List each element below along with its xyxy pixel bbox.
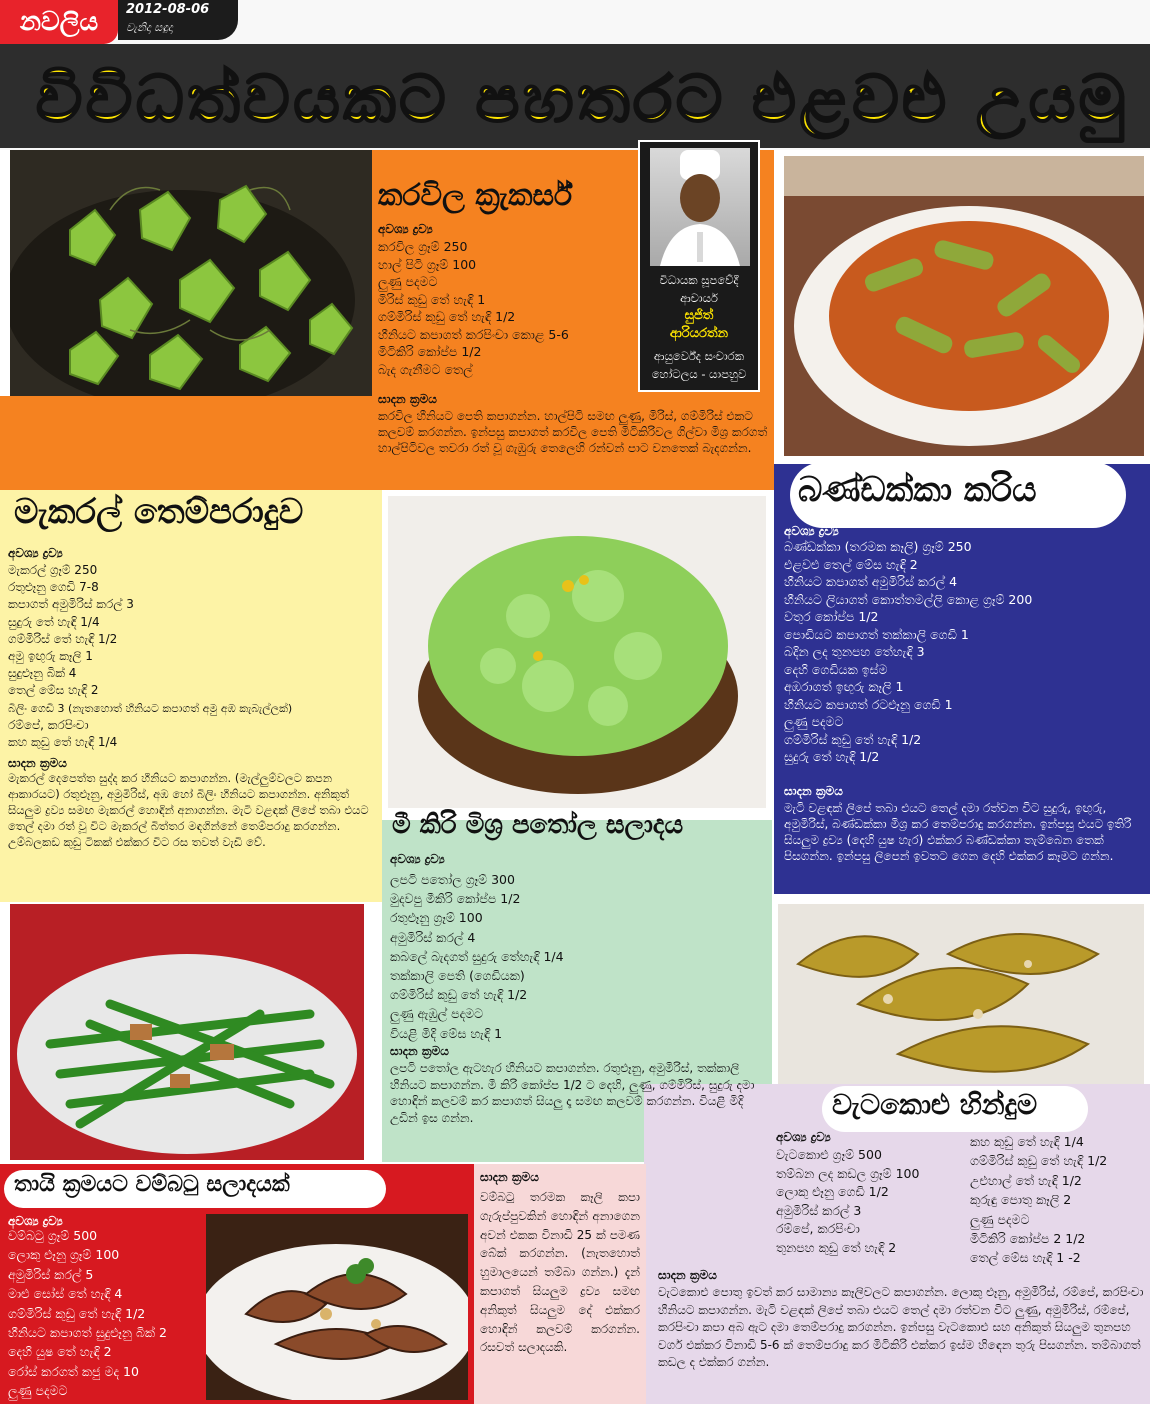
ingredient-item: බදින ලද තුනපහ තේහැඳි 3 bbox=[784, 644, 925, 659]
ingredient-item: ගම්මිරිස් තේ හැඳි 1/2 bbox=[8, 631, 118, 646]
ingredient-item: තක්කාලි පෙති (ගෙඩියක) bbox=[390, 968, 525, 984]
ingredient-item: අමුමිරිස් කරල් 3 bbox=[776, 1202, 862, 1218]
karavila-title: කරවිල ක්‍රැකර්ස් bbox=[378, 178, 573, 213]
ingredient-item: කරවිල ග්‍රෑම් 250 bbox=[378, 239, 468, 254]
ingredient-item: මිටිකිරි කෝප්ප 2 1/2 bbox=[970, 1231, 1086, 1247]
ingredient-item: මිටිකිරි කෝප්ප 1/2 bbox=[378, 344, 482, 359]
brinjal-method-label: සාදන ක්‍රමය bbox=[480, 1170, 539, 1184]
ingredient-item: ගම්මිරිස් කුඩු තේ හැඳි 1/2 bbox=[390, 987, 528, 1003]
pumpkin-ingredients-label: අවශ්‍ය ද්‍රව්‍ය bbox=[776, 1130, 831, 1144]
chef-name-last: ආරියරත්න bbox=[669, 326, 729, 341]
brinjal-method: වම්බටු තරමක කෑලි කපා ගැරුප්පුවකින් හොඳින් අනාගෙන අවන් එකක විනාඩි 25 ක් පමණ බේක් කරගන්න. (නැතහොත් හුමාලයෙන් තම්බා ගන්න.) දැන් කපාගත් සියලුම ද්‍රව්‍ය සමඟ අනිකුත් සියලුම දේ එක්කර හොඳින් කලවම් කරගන්න. රසවත් සලාදයකි. bbox=[480, 1190, 640, 1355]
brand-logo: නවලිය bbox=[0, 0, 118, 44]
brinjal-ingredients bbox=[8, 1226, 167, 1401]
pumpkin-ingredients-col2 bbox=[970, 1132, 1107, 1268]
ingredient-item: කුරුඳු පොතු කෑලි 2 bbox=[970, 1192, 1072, 1208]
chef-card bbox=[638, 140, 760, 392]
snakegourd-method: ලපටි පතෝල ඇටහැර හීනියට කපාගන්න. රතුළූනු, අමුමිරිස්, තක්කාලි හීනියට කපාගන්න. මී කිරි කෝප්ප 1/2 ට දෙහි, ලුණු, ගම්මිරිස්, සුදුරු දමා හොඳින් කලවම් කර කපාගත් සියලු දෑ සමඟ කලවම් කරගන්න. වියළි මිදි උඩින් ඉස ගන්න. bbox=[390, 1061, 755, 1125]
ingredient-item: හීනියට කපාගත් කරපිංචා කොළ 5-6 bbox=[378, 326, 569, 342]
ingredient-item: අමුමිරිස් කරල් 5 bbox=[8, 1266, 94, 1282]
ingredient-item: බැද ගැනීමට තෙල් bbox=[378, 361, 473, 377]
pumpkin-method-label: සාදන ක්‍රමය bbox=[658, 1268, 717, 1282]
ingredient-item: ලුණු පදමට bbox=[970, 1211, 1030, 1227]
ingredient-item: කහ කුඩු තේ හැඳි 1/4 bbox=[970, 1134, 1084, 1149]
ingredient-item: ලුණු ඇඹුල් පදමට bbox=[390, 1006, 484, 1022]
okra-ingredients-label: අවශ්‍ය ද්‍රව්‍ය bbox=[784, 524, 839, 538]
snakegourd-title: මී කිරි මිශ්‍ර පතෝල සලාදය bbox=[392, 810, 684, 840]
ingredient-item: මැකරල් ග්‍රෑම් 250 bbox=[8, 563, 98, 577]
ingredient-item: දෙහි ගෙඩියක ඉස්ම bbox=[784, 661, 888, 677]
title-band bbox=[0, 44, 1150, 148]
bitter-gourd-photo bbox=[10, 150, 372, 396]
ingredient-item: හීනියට ලියාගත් කොත්තමල්ලි කොළ ග්‍රෑම් 200 bbox=[784, 591, 1033, 607]
ingredient-item: රතුළූනු ගෙඩි 7-8 bbox=[8, 580, 99, 595]
okra-ingredients bbox=[784, 538, 1032, 766]
chef-hotel-line2: හෝටලය - යාපහුව bbox=[651, 367, 747, 381]
ingredient-item: රතුළූනු ග්‍රෑම් 100 bbox=[390, 910, 483, 926]
ingredient-item: තුනපහ කුඩු තේ හැඳි 2 bbox=[776, 1239, 897, 1255]
pumpkin-ingredients-col1 bbox=[776, 1146, 919, 1258]
ingredient-item: මිරිස් කුඩු තේ හැඳි 1 bbox=[378, 291, 486, 307]
ingredient-item: බණ්ඩක්කා (තරමක කෑලි) ග්‍රෑම් 250 bbox=[784, 539, 972, 554]
ingredient-item: හාල් පිටි ග්‍රෑම් 100 bbox=[378, 256, 477, 272]
karavila-method: කරවිල හීනියට පෙති කපාගන්න. හාල්පිටි සමඟ ලුණු, මිරිස්, ගම්මිරිස් එකට කලවම් කරගන්න. ඉන්පසු කපාගත් කරවිල පෙති මිටිකිරිවල ගිල්වා මිශ්‍ර කරගත් හාල්පිටිවල තවරා රත් වූ ගැඹුරු තෙලෙහි රන්වන් පාට වනතෙක් බැදගන්න. bbox=[378, 409, 768, 455]
snakegourd-ingredients-label: අවශ්‍ය ද්‍රව්‍ය bbox=[390, 852, 445, 866]
ingredient-item: දෙහි යුෂ තේ හැඳි 2 bbox=[8, 1344, 112, 1360]
ingredient-item: ලුණු පදමට bbox=[784, 714, 844, 729]
ingredient-item: ගම්මිරිස් කුඩු තේ හැඳි 1/2 bbox=[970, 1153, 1108, 1169]
karavila-ingredients-label: අවශ්‍ය ද්‍රව්‍ය bbox=[378, 222, 433, 236]
mackerel-title: මැකරල් තෙම්පරාදුව bbox=[14, 492, 304, 532]
chef-photo bbox=[650, 148, 750, 266]
ingredient-item: සුදුරු තේ හැඳි 1/2 bbox=[784, 749, 880, 764]
karavila-ingredients bbox=[378, 238, 569, 378]
date-badge bbox=[118, 0, 238, 40]
ingredient-item: ගම්මිරිස් කුඩු තේ හැඳි 1/2 bbox=[8, 1305, 146, 1321]
ingredient-item: මාළු සෝස් තේ හැඳි 4 bbox=[8, 1286, 123, 1302]
ingredient-item: ලොකු ළූනු ග්‍රෑම් 100 bbox=[8, 1247, 120, 1263]
ingredient-item: ලුණු පදමට bbox=[8, 1383, 68, 1399]
ingredient-item: අමුමිරිස් කරල් 4 bbox=[390, 929, 476, 945]
okra-method-label: සාදන ක්‍රමය bbox=[784, 784, 843, 798]
ingredient-item: කපාගත් අමුමිරිස් කරල් 3 bbox=[8, 597, 134, 612]
ingredient-item: සුදුරු තේ හැඳි 1/4 bbox=[8, 614, 100, 629]
karavila-method-label: සාදන ක්‍රමය bbox=[378, 392, 437, 406]
ingredient-item: වතුර කෝප්ප 1/2 bbox=[784, 609, 879, 624]
ingredient-item: අඹරාගත් ඉඟුරු කෑලි 1 bbox=[784, 679, 904, 694]
ingredient-item: තම්බන ලද කඩල ග්‍රෑම් 100 bbox=[776, 1165, 920, 1181]
mackerel-ingredients bbox=[8, 562, 292, 751]
ingredient-item: පොඩියට කපාගත් තක්කාලි ගෙඩි 1 bbox=[784, 626, 969, 642]
ingredient-item: ගම්මිරිස් කුඩු තේ හැඳි 1/2 bbox=[378, 309, 516, 324]
okra-method: මැටි වළඳක් ලිපේ තබා එයට තෙල් දමා රත්වන විට සුදුරු, ඉඟුරු, අමුමිරිස්, බණ්ඩක්කා මිශ්‍ර කර තෙම්පරාදු කරගන්න. ඉන්පසු එයට ඉතිරි සියලුම ද්‍රව්‍ය (දෙහි යුෂ හැර) එක්කර බණ්ඩක්කා තැම්බෙන තෙක් පිසගන්න. ඉන්පසු ලිපෙන් ඉවතට ගෙන දෙහි එක්කර කෑමට ගන්න. bbox=[784, 801, 1132, 863]
ingredient-item: හීනියට කපාගත් අමුමිරිස් කරල් 4 bbox=[784, 574, 958, 589]
brinjal-title: තායි ක්‍රමයට වම්බටු සලාදයක් bbox=[14, 1172, 290, 1197]
ingredient-item: වම්බටු ග්‍රෑම් 500 bbox=[8, 1228, 98, 1243]
chef-hotel-line1: ආයුර්වේද සංචාරක bbox=[653, 349, 745, 363]
ingredient-item: රම්පේ, කරපිංචා bbox=[8, 717, 89, 732]
pumpkin-method: වැටකොළු පොතු ඉවත් කර සාමාන්‍ය කෑලිවලට කපාගන්න. ලොකු ළූනු, අමුමිරිස්, රම්පේ, කරපිංචා හීනියට කපාගන්න. මැටි වළඳක් ලිපේ තබා එයට තෙල් දමා රත්වන විට ලුණු, අමුමිරිස්, රම්පේ, කරපිංචා කපා අබ ඇට දමා තෙම්පරාදු කරගන්න. ඉන්පසු වැටකොළු සහ අනිකුත් සියලුම තුනපහ වර්ග එක්කර විනාඩි 5-6 ක් තෙම්පරාදු කර මිටිකිරි එක්කර ඉස්ම හිඳෙන තුරු පිසගන්න. තම්බාගත් කඩල ද එක්කර ගන්න. bbox=[658, 1285, 1144, 1370]
ingredient-item: මුදවපු මීකිරි කෝප්ප 1/2 bbox=[390, 891, 521, 907]
mackerel-ingredients-label: අවශ්‍ය ද්‍රව්‍ය bbox=[8, 546, 63, 560]
chef-name-first: සුජිත් bbox=[684, 308, 714, 323]
ingredient-item: වැටකොළු ග්‍රෑම් 500 bbox=[776, 1147, 882, 1162]
chef-degree: ආචාර්ය bbox=[680, 291, 718, 305]
okra-curry-photo bbox=[784, 156, 1144, 456]
snakegourd-salad-photo bbox=[388, 496, 766, 808]
ingredient-item: අමු ඉඟුරු කෑලි 1 bbox=[8, 649, 93, 664]
ingredient-item: රෝස් කරගත් කජු මද 10 bbox=[8, 1363, 139, 1379]
page-title: විවිධත්වයකට පහතරට එළවළු උයමු bbox=[36, 63, 1129, 137]
brinjal-ingredients-label: අවශ්‍ය ද්‍රව්‍ය bbox=[8, 1214, 63, 1228]
ingredient-item: හීනියට කපාගත් රටළූනු ගෙඩි 1 bbox=[784, 696, 953, 712]
ingredient-item: තෙල් මේස හැඳි 1 -2 bbox=[970, 1250, 1081, 1266]
issue-date: 2012-08-06 bbox=[126, 2, 210, 17]
ingredient-item: තෙල් මේස හැඳි 2 bbox=[8, 683, 99, 698]
ingredient-item: උළුහාල් තේ හැඳි 1/2 bbox=[970, 1172, 1082, 1188]
chef-title: විධායක සූපවේදී bbox=[659, 273, 739, 287]
ingredient-item: කහ කුඩු තේ හැඳි 1/4 bbox=[8, 735, 118, 750]
ingredient-item: ලුණු පදමට bbox=[378, 274, 438, 289]
ingredient-item: ලපටි පතෝල ග්‍රෑම් 300 bbox=[390, 872, 515, 887]
mackerel-method: මැකරල් දෙපෙත්ත සුද්ද කර හීනියට කපාගන්න. (මැල්ලුම්වලට කපන ආකාරයට) රතුළූනු, අමුමිරිස්, අඹ හෝ බිලිං හීනියට කපාගන්න. අනිකුත් සියලුම ද්‍රව්‍ය සමඟ මැකරල් හොඳින් අනාගන්න. මැටි වළඳක් ලිපේ තබා එයට තෙල් දමා රත් වූ විට මැකරල් බිත්තර මඳගින්නේ තෙම්පරාදු කරගන්න. උම්බලකඩ කුඩු ටිකක් එක්කර විට රස තවත් වැඩි වේ. bbox=[8, 771, 369, 849]
snakegourd-method-label: සාදන ක්‍රමය bbox=[390, 1044, 449, 1058]
ingredient-item: එළවළු තෙල් මේස හැඳි 2 bbox=[784, 556, 918, 572]
snakegourd-ingredients bbox=[390, 870, 564, 1043]
mackerel-method-label: සාදන ක්‍රමය bbox=[8, 756, 67, 770]
ingredient-item: හීනියට කපාගත් සුදුළූනු බික් 2 bbox=[8, 1325, 167, 1341]
okra-title: බණ්ඩක්කා කරිය bbox=[798, 470, 1037, 510]
pumpkin-dish-photo bbox=[778, 904, 1144, 1084]
ingredient-item: සුදුළූනු බික් 4 bbox=[8, 666, 77, 681]
ingredient-item: බිලිං ගෙඩි 3 (නැතහොත් හීනියට කපාගත් අමු අඹ කැබැල්ලක්) bbox=[8, 701, 293, 715]
ingredient-item: කබලේ බැදගත් සුදුරු තේහැඳි 1/4 bbox=[390, 948, 564, 964]
ingredient-item: ලොකු ළූනු ගෙඩි 1/2 bbox=[776, 1184, 889, 1200]
brinjal-salad-photo bbox=[206, 1214, 468, 1400]
mackerel-dish-photo bbox=[10, 904, 364, 1160]
ingredient-item: ගම්මිරිස් කුඩු තේ හැඳි 1/2 bbox=[784, 731, 922, 747]
ingredient-item: රම්පේ, කරපිංචා bbox=[776, 1221, 860, 1237]
issue-day: වැනිදා සඳුදා bbox=[126, 21, 173, 34]
ingredient-item: වියළි මිදි මේස හැඳි 1 bbox=[390, 1025, 503, 1041]
pumpkin-title: වැටකොළු හින්දුම bbox=[832, 1088, 1038, 1121]
